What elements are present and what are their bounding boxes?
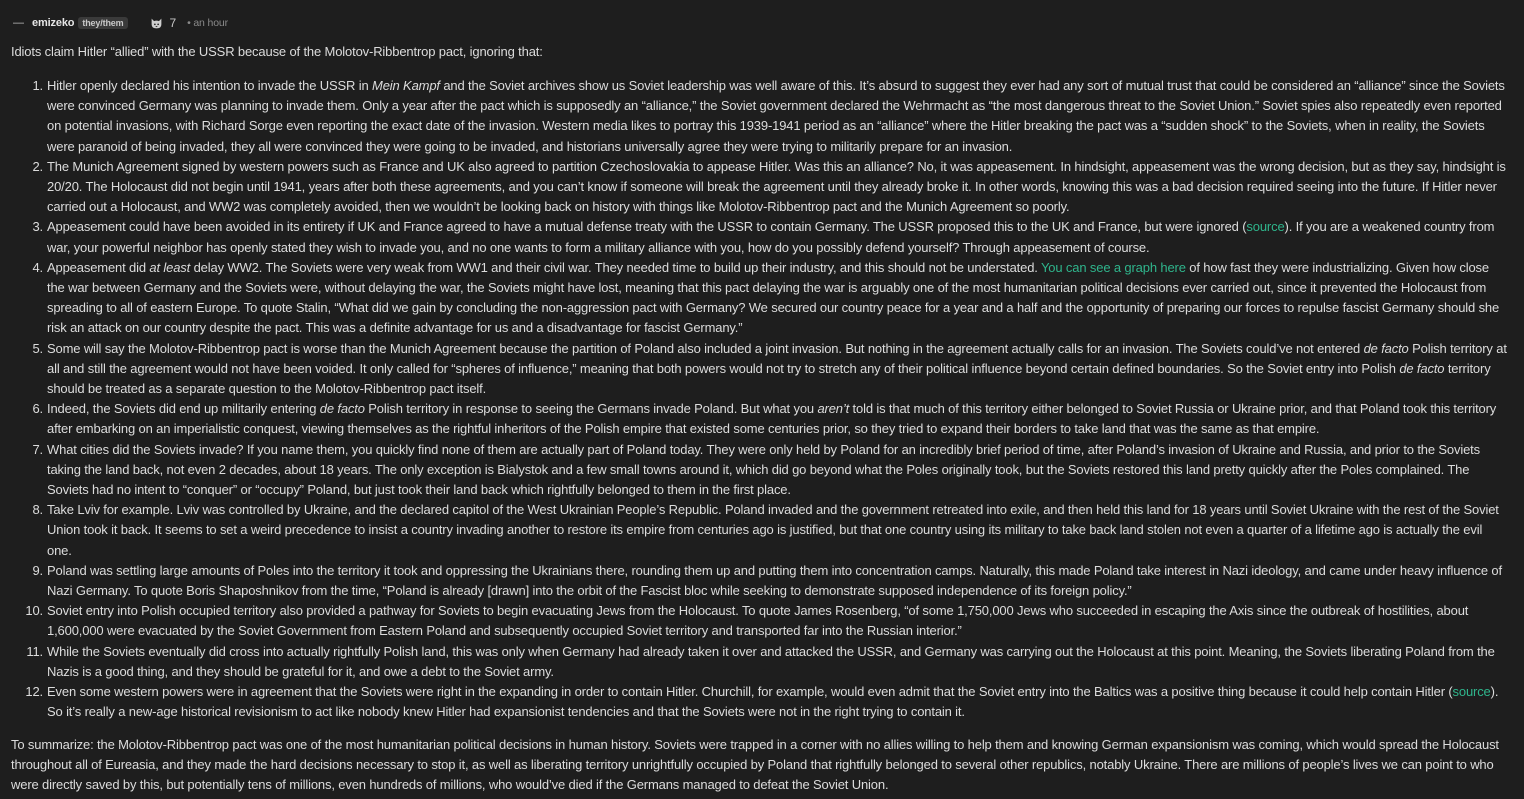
list-item xyxy=(0,440,1508,501)
summary-paragraph: To summarize: the Molotov-Ribbentrop pact was one of the most humanitarian political decisions in human history. Soviets were trapped in a corner with no allies willing to help them and knowing German expansionism was coming, which would spread the Holocaust throughout all of Eureasia, and they made the hard decisions necessary to stop it, as well as liberating territory unrightfully occupied by Poland that rightfully belonged to several other republics, notably Ukraine. There are millions of people’s lives we can point to who were directly saved by this, but potentially tens of millions, even hundreds of millions, who would’ve died if the Germans managed to defeat the Soviet Union. xyxy=(11,737,1499,793)
list-number: 6. xyxy=(32,401,43,417)
item-text: Even some western powers were in agreement that the Soviets were right in the expanding in order to contain Hitler. Churchill, for example, would even admit that the Soviet entry into the Baltics was a positive thing because it could help contain Hitler ( xyxy=(47,684,1453,700)
item-text: While the Soviets eventually did cross into actually rightfully Polish land, this was only when Germany had already taken it over and attacked the USSR, and Germany was carrying out the Holocaust at this point. Meaning, the Soviets liberating Poland from the Nazis is a good thing, and they should be grateful for it, and owe a debt to the Soviet army. xyxy=(47,643,1495,679)
item-text: Appeasement could have been avoided in its entirety if UK and France agreed to have a mutual defense treaty with the USSR to contain Germany. The USSR proposed this to the UK and France, but were ignored ( xyxy=(47,219,1247,235)
item-text: Some will say the Molotov-Ribbentrop pact is worse than the Munich Agreement because the partition of Poland also included a joint invasion. But nothing in the agreement actually calls for an invasion. The Soviets could’ve not entered xyxy=(47,340,1364,356)
item-text: delay WW2. The Soviets were very weak from WW1 and their civil war. They needed time to build up their industry, and this should not be understated. xyxy=(190,259,1041,275)
comment-header xyxy=(13,14,228,32)
item-text: told is that much of this territory either belonged to Soviet Russia or Ukraine prior, and that Poland took this territory after embarking on an imperialistic conquest, viewing themselves as the rightful inheritors of the Polish empire that existed some centuries prior, so they tried to expand their borders to take land that was the same as that empire. xyxy=(47,401,1497,437)
list-item xyxy=(0,642,1508,682)
timestamp: • an hour xyxy=(187,17,228,29)
source-link[interactable]: source xyxy=(1246,219,1285,235)
graph-link[interactable]: You can see a graph here xyxy=(1040,259,1186,275)
cat-icon[interactable] xyxy=(150,17,163,30)
list-number: 3. xyxy=(32,219,43,235)
item-text: Polish territory at all and still the agreement would not have been voided. It only called for “spheres of influence,” meaning that both powers would not try to stretch any of their political influence beyond certain defined boundaries. So the Soviet entry into Polish xyxy=(47,340,1507,376)
item-text: ). If you are a weakened country from war, your powerful neighbor has openly stated they wish to invade you, and no one wants to form a military alliance with you, how do you possibly defend yourself? Through appeasement of course. xyxy=(47,219,1495,255)
emphasis: de facto xyxy=(1363,340,1409,356)
list-item xyxy=(0,76,1508,157)
emphasis: Mein Kampf xyxy=(372,78,440,93)
list-number: 9. xyxy=(32,562,43,578)
item-text: of how fast they were industrializing. Given how close the war between Germany and the Soviets were, without delaying the war, the Soviets might have lost, meaning that this pact delaying the war is arguably one of the most humanitarian political decisions ever carried out, since it prevented the Holocaust from spreading to all of eastern Europe. To quote Stalin, “What did we gain by concluding the non-aggression pact with Germany? We secured our country peace for a year and a half and the opportunity of preparing our forces to repulse fascist Germany should she risk an attack on our country despite the pact. This was a definite advantage for us and a disadvantage for fascist Germany.” xyxy=(47,259,1500,336)
list-number: 12. xyxy=(25,684,43,700)
item-text: Indeed, the Soviets did end up militarily entering xyxy=(47,401,320,417)
collapse-button[interactable]: — xyxy=(13,17,24,29)
item-text: territory should be treated as a separate question to the Molotov-Ribbentrop pact itself. xyxy=(47,360,1491,397)
score-value: 7 xyxy=(169,16,177,30)
list-number: 2. xyxy=(32,158,43,174)
item-text: The Munich Agreement signed by western powers such as France and UK also agreed to partition Czechoslovakia to appease Hitler. Was this an alliance? No, it was appeasement. In hindsight, appeasement was the wrong decision, but as they say, hindsight is 20/20. The Holocaust did not begin until 1941, years after both these agreements, and you can’t know if someone will break the agreement until they already broke it. In other words, knowing this was a bad decision required seeing into the future. If Hitler never carried out a Holocaust, and WW2 was completely avoided, then we wouldn’t be looking back on history with things like Molotov-Ribbentrop pact and the Munich Agreement so poorly. xyxy=(47,158,1506,215)
emphasis: at least xyxy=(149,259,191,275)
pronouns-badge: they/them xyxy=(78,17,127,29)
item-text: ). So it’s really a new-age historical revisionism to act like nobody knew Hitler had expansionist tendencies and that the Soviets were not in the right trying to contain it. xyxy=(47,684,1499,720)
source-link[interactable]: source xyxy=(1452,684,1491,700)
list-item xyxy=(0,339,1508,400)
emphasis: de facto xyxy=(319,401,365,417)
emphasis: aren’t xyxy=(817,401,850,417)
score xyxy=(150,16,177,30)
list-number: 5. xyxy=(32,340,43,356)
list-item xyxy=(0,601,1508,641)
list-item xyxy=(0,500,1508,561)
username-link[interactable]: emizeko xyxy=(32,17,75,29)
item-text: What cities did the Soviets invade? If you name them, you quickly find none of them are actually part of Poland today. They were only held by Poland for an incredibly brief period of time, after Poland’s invasion of Ukraine and Russia, and prior to the Soviets taking the land back, not even 2 decades, about 18 years. The only exception is Bialystok and a few small towns around it, which did go beyond what the Poles originally took, but the Soviets restored this land pretty quickly after the Poles complained. The Soviets had no intent to “conquer” or “occupy” Poland, but just took their land back which rightfully belonged to them in the first place. xyxy=(47,441,1480,498)
list-item xyxy=(0,217,1508,257)
list-number: 8. xyxy=(32,502,43,518)
item-text: Appeasement did xyxy=(47,259,150,275)
item-text: and the Soviet archives show us Soviet leadership was well aware of this. It’s absurd to suggest they ever had any sort of mutual trust that could be considered an “alliance” since the Soviets were convinced Germany was planning to invade them. Only a year after the pact which is supposedly an “alliance,” the Soviet government declared the Wehrmacht as “the most dangerous threat to the Soviet Union.” Soviet spies also repeatedly even reported on potential invasions, with Richard Sorge even reporting the exact date of the invasion. Western media likes to portray this 1939-1941 period as an “alliance” where the Hitler breaking the pact was a “sudden shock” to the Soviets, when in reality, the Soviets were paranoid of being invaded, they all were convinced they were going to be invaded, and historians universally agree they were trying to militarily prepare for an invasion. xyxy=(47,78,1505,154)
intro-paragraph: Idiots claim Hitler “allied” with the USSR because of the Molotov-Ribbentrop pact, ignoring that: xyxy=(11,44,543,59)
list-item xyxy=(0,561,1508,601)
item-text: Hitler openly declared his intention to invade the USSR in xyxy=(47,78,373,93)
emphasis: de facto xyxy=(1399,360,1445,376)
points-list xyxy=(0,76,1508,723)
list-number: 1. xyxy=(32,78,43,93)
list-number: 10. xyxy=(25,603,43,619)
list-item xyxy=(0,157,1508,218)
list-number: 4. xyxy=(32,259,43,275)
item-text: Soviet entry into Polish occupied territory also provided a pathway for Soviets to begin evacuating Jews from the Holocaust. To quote James Rosenberg, “of some 1,750,000 Jews who succeeded in escaping the Axis since the outbreak of hostilities, about 1,600,000 were evacuated by the Soviet Government from Eastern Poland and subsequently occupied Soviet territory and transported far into the Russian interior.” xyxy=(47,603,1469,639)
list-number: 11. xyxy=(26,643,43,659)
list-number: 7. xyxy=(32,441,43,457)
list-item xyxy=(0,682,1508,722)
item-text: Polish territory in response to seeing the Germans invade Poland. But what you xyxy=(364,401,818,417)
item-text: Take Lviv for example. Lviv was controlled by Ukraine, and the declared capitol of the West Ukrainian People’s Republic. Poland invaded and the government retreated into exile, and then held this land for 18 years until Soviet Ukraine with the rest of the Soviet Union took it back. It seems to set a weird precedence to insist a country invading another to restore its empire from centuries ago is justified, but that one country using its military to take back land stolen not even a quarter of a lifetime ago is actually the evil one. xyxy=(47,502,1499,558)
item-text: Poland was settling large amounts of Poles into the territory it took and oppressing the Ukrainians there, rounding them up and putting them into concentration camps. Naturally, this made Poland take interest in Nazi ideology, and came under heavy influence of Nazi Germany. To quote Boris Shaposhnikov from the time, “Poland is already [drawn] into the orbit of the Fascist bloc while seeking to demonstrate supposed independence of its foreign policy.” xyxy=(47,562,1502,599)
list-item xyxy=(0,399,1508,439)
list-item xyxy=(0,258,1508,339)
